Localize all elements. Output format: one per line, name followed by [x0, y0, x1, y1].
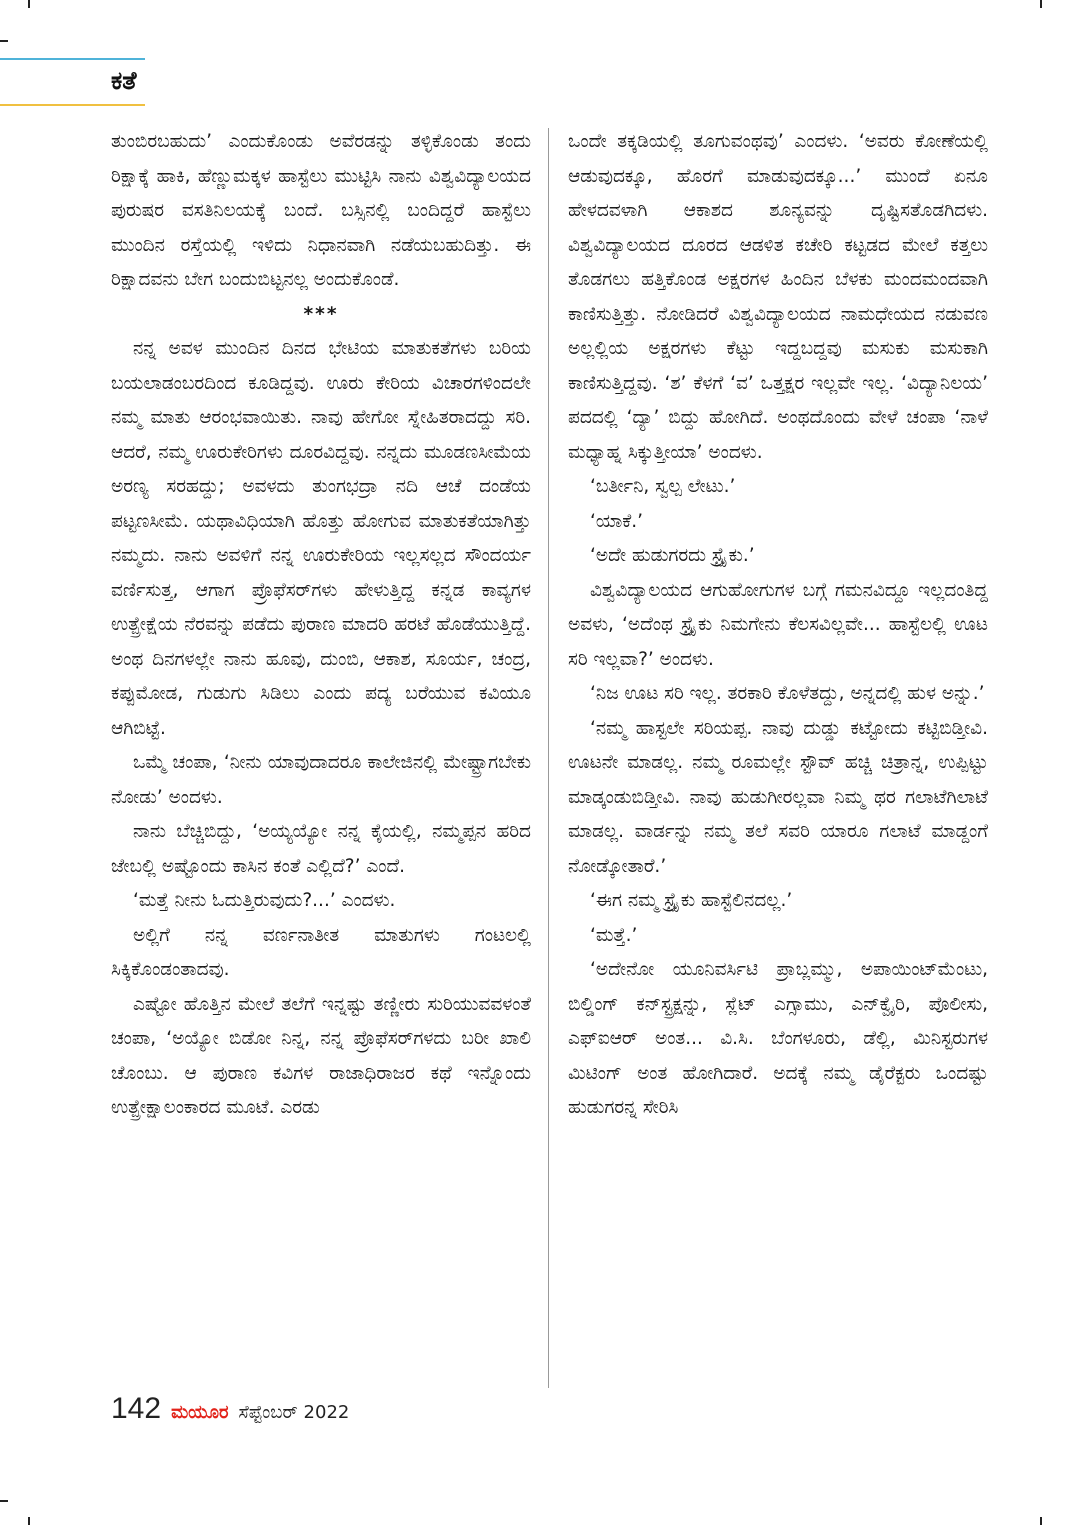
section-rule-top: [0, 58, 145, 60]
paragraph: ಎಷ್ಟೋ ಹೊತ್ತಿನ ಮೇಲೆ ತಲೆಗೆ ಇನ್ನಷ್ಟು ತಣ್ಣೀರು ಸುರಿಯುವವಳಂತೆ ಚಂಪಾ, ‘ಅಯ್ಯೋ ಬಿಡೋ ನಿನ್ನ, ನನ್ನ ಪ್ರೊಫೆಸರ್‌ಗಳದು ಬರೀ ಖಾಲಿ ಚೊಂಬು. ಆ ಪುರಾಣ ಕವಿಗಳ ರಾಜಾಧಿರಾಜರ ಕಥೆ ಇನ್ನೊಂದು ಉತ್ಪ್ರೇಕ್ಷಾಲಂಕಾರದ ಮೂಟೆ. ಎರಡು: [111, 993, 531, 1118]
crop-mark: [28, 0, 30, 8]
column-divider: [548, 128, 549, 1388]
right-column: [568, 125, 988, 1126]
crop-mark: [0, 40, 8, 42]
paragraph: ‘ಯಾಕೆ.’: [590, 510, 644, 532]
paragraph: ಅಲ್ಲಿಗೆ ನನ್ನ ವರ್ಣನಾತೀತ ಮಾತುಗಳು ಗಂಟಲಲ್ಲಿ ಸಿಕ್ಕಿಕೊಂಡಂತಾದವು.: [111, 924, 531, 980]
crop-mark: [1040, 0, 1042, 8]
paragraph: ನಾನು ಬೆಚ್ಚಿಬಿದ್ದು, ‘ಅಯ್ಯಯ್ಯೋ ನನ್ನ ಕೈಯಲ್ಲಿ, ನಮ್ಮಪ್ಪನ ಹರಿದ ಜೇಬಲ್ಲಿ ಅಷ್ಟೊಂದು ಕಾಸಿನ ಕಂತೆ ಎಲ್ಲಿದೆ?’ ಎಂದೆ.: [111, 821, 531, 877]
paragraph: ಒಮ್ಮೆ ಚಂಪಾ, ‘ನೀನು ಯಾವುದಾದರೂ ಕಾಲೇಜಿನಲ್ಲಿ ಮೇಷ್ಟ್ರಾಗಬೇಕು ನೋಡು’ ಅಂದಳು.: [111, 752, 531, 808]
crop-mark: [1040, 1517, 1042, 1525]
page-number: 142: [111, 1392, 162, 1425]
paragraph: ‘ಮತ್ತೆ ನೀನು ಓದುತ್ತಿರುವುದು?...’ ಎಂದಳು.: [133, 890, 396, 911]
issue-date: ಸೆಪ್ಟೆಂಬರ್ 2022: [238, 1402, 350, 1423]
paragraph: ನನ್ನ ಅವಳ ಮುಂದಿನ ದಿನದ ಭೇಟಿಯ ಮಾತುಕತೆಗಳು ಬರಿಯ ಬಯಲಾಡಂಬರದಿಂದ ಕೂಡಿದ್ದವು. ಊರು ಕೇರಿಯ ವಿಚಾರಗಳಿಂದಲೇ ನಮ್ಮ ಮಾತು ಆರಂಭವಾಯಿತು. ನಾವು ಹೇಗೋ ಸ್ನೇಹಿತರಾದದ್ದು ಸರಿ. ಆದರೆ, ನಮ್ಮ ಊರುಕೇರಿಗಳು ದೂರವಿದ್ದವು. ನನ್ನದು ಮೂಡಣಸೀಮೆಯ ಅರಣ್ಯ ಸರಹದ್ದು; ಅವಳದು ತುಂಗಭದ್ರಾ ನದಿ ಆಚೆ ದಂಡೆಯ ಪಟ್ಟಣಸೀಮೆ. ಯಥಾವಿಧಿಯಾಗಿ ಹೊತ್ತು ಹೋಗುವ ಮಾತುಕತೆಯಾಗಿತ್ತು ನಮ್ಮದು. ನಾನು ಅವಳಿಗೆ ನನ್ನ ಊರುಕೇರಿಯ ಇಲ್ಲಸಲ್ಲದ ಸೌಂದರ್ಯ ವರ್ಣಿಸುತ್ತ, ಆಗಾಗ ಪ್ರೊಫೆಸರ್‌ಗಳು ಹೇಳುತ್ತಿದ್ದ ಕನ್ನಡ ಕಾವ್ಯಗಳ ಉತ್ಪ್ರೇಕ್ಷೆಯ ನೆರವನ್ನು ಪಡೆದು ಪುರಾಣ ಮಾದರಿ ಹರಟೆ ಹೊಡೆಯುತ್ತಿದ್ದೆ. ಅಂಥ ದಿನಗಳಲ್ಲೇ ನಾನು ಹೂವು, ದುಂಬಿ, ಆಕಾಶ, ಸೂರ್ಯ, ಚಂದ್ರ, ಕಪ್ಪುಮೋಡ, ಗುಡುಗು ಸಿಡಿಲು ಎಂದು ಪದ್ಯ ಬರೆಯುವ ಕವಿಯೂ ಆಗಿಬಿಟ್ಟೆ.: [111, 338, 531, 739]
paragraph: ‘ನಿಜ ಊಟ ಸರಿ ಇಲ್ಲ. ತರಕಾರಿ ಕೊಳೆತದ್ದು, ಅನ್ನದಲ್ಲಿ ಹುಳ ಅನ್ನು.’: [590, 683, 985, 704]
paragraph: ‘ಈಗ ನಮ್ಮ ಸ್ಟ್ರೈಕು ಹಾಸ್ಟೆಲಿನದಲ್ಲ.’: [590, 890, 793, 911]
section-rule-bottom: [0, 104, 145, 106]
paragraph: ಒಂದೇ ತಕ್ಕಡಿಯಲ್ಲಿ ತೂಗುವಂಥವು’ ಎಂದಳು. ‘ಅವರು ಕೋಣೆಯಲ್ಲಿ ಆಡುವುದಕ್ಕೂ, ಹೊರಗೆ ಮಾಡುವುದಕ್ಕೂ...’ ಮುಂದೆ ಏನೂ ಹೇಳದವಳಾಗಿ ಆಕಾಶದ ಶೂನ್ಯವನ್ನು ದೃಷ್ಟಿಸತೊಡಗಿದಳು. ವಿಶ್ವವಿದ್ಯಾಲಯದ ದೂರದ ಆಡಳಿತ ಕಚೇರಿ ಕಟ್ಟಡದ ಮೇಲೆ ಕತ್ತಲು ತೊಡಗಲು ಹತ್ತಿಕೊಂಡ ಅಕ್ಷರಗಳ ಹಿಂದಿನ ಬೆಳಕು ಮಂದಮಂದವಾಗಿ ಕಾಣಿಸುತ್ತಿತ್ತು. ನೋಡಿದರೆ ವಿಶ್ವವಿದ್ಯಾಲಯದ ನಾಮಧೇಯದ ನಡುವಣ ಅಲ್ಲಲ್ಲಿಯ ಅಕ್ಷರಗಳು ಕೆಟ್ಟು ಇದ್ದಬದ್ದವು ಮಸುಕು ಮಸುಕಾಗಿ ಕಾಣಿಸುತ್ತಿದ್ದವು. ‘ಶ’ ಕೆಳಗೆ ‘ವ’ ಒತ್ತಕ್ಷರ ಇಲ್ಲವೇ ಇಲ್ಲ. ‘ವಿದ್ಯಾನಿಲಯ’ ಪದದಲ್ಲಿ ‘ದ್ಯಾ’ ಬಿದ್ದು ಹೋಗಿದೆ. ಅಂಥದೊಂದು ವೇಳೆ ಚಂಪಾ ‘ನಾಳೆ ಮಧ್ಯಾಹ್ನ ಸಿಕ್ಕುತ್ತೀಯಾ’ ಅಂದಳು.: [568, 131, 988, 463]
paragraph: ವಿಶ್ವವಿದ್ಯಾಲಯದ ಆಗುಹೋಗುಗಳ ಬಗ್ಗೆ ಗಮನವಿದ್ದೂ ಇಲ್ಲದಂತಿದ್ದ ಅವಳು, ‘ಅದೆಂಥ ಸ್ಟ್ರೈಕು ನಿಮಗೇನು ಕೆಲಸವಿಲ್ಲವೇ... ಹಾಸ್ಟೆಲಲ್ಲಿ ಊಟ ಸರಿ ಇಲ್ಲವಾ?’ ಅಂದಳು.: [568, 579, 988, 670]
paragraph: ‘ಅದೇನೋ ಯೂನಿವರ್ಸಿಟಿ ಪ್ರಾಬ್ಲಮ್ಮು, ಅಪಾಯಿಂಟ್‌ಮೆಂಟು, ಬಿಲ್ಡಿಂಗ್ ಕನ್‌ಸ್ಟ್ರಕ್ಷನ್ನು, ಸ್ಲೆಟ್ ಎಗ್ಸಾಮು, ಎನ್‌ಕ್ವೈರಿ, ಪೊಲೀಸು, ಎಫ್‌ಐಆರ್ ಅಂತ... ವಿ.ಸಿ. ಬೆಂಗಳೂರು, ಡೆಲ್ಲಿ, ಮಿನಿಸ್ಟರುಗಳ ಮಿಟಿಂಗ್ ಅಂತ ಹೋಗಿದಾರೆ. ಅದಕ್ಕೆ ನಮ್ಮ ಡೈರೆಕ್ಟರು ಒಂದಷ್ಟು ಹುಡುಗರನ್ನ ಸೇರಿಸಿ: [568, 959, 988, 1118]
paragraph: ‘ಬರ್ತೀನಿ, ಸ್ವಲ್ಪ ಲೇಟು.’: [590, 476, 736, 497]
paragraph: ‘ಮತ್ತೆ.’: [590, 924, 638, 946]
left-column: [111, 125, 531, 1126]
page-footer: [111, 1392, 349, 1426]
crop-mark: [28, 1517, 30, 1525]
paragraph: ‘ನಮ್ಮ ಹಾಸ್ಟಲೇ ಸರಿಯಪ್ಪ. ನಾವು ದುಡ್ಡು ಕಟ್ಟೋದು ಕಟ್ಟಿಬಿಡ್ತೀವಿ. ಊಟನೇ ಮಾಡಲ್ಲ. ನಮ್ಮ ರೂಮಲ್ಲೇ ಸ್ಟೌವ್ ಹಚ್ಚಿ ಚಿತ್ರಾನ್ನ, ಉಪ್ಪಿಟ್ಟು ಮಾಡ್ಕಂಡುಬಿಡ್ತೀವಿ. ನಾವು ಹುಡುಗೀರಲ್ಲವಾ ನಿಮ್ಮ ಥರ ಗಲಾಟೆಗಿಲಾಟೆ ಮಾಡಲ್ಲ. ವಾರ್ಡನ್ನು ನಮ್ಮ ತಲೆ ಸವರಿ ಯಾರೂ ಗಲಾಟೆ ಮಾಡ್ದಂಗೆ ನೋಡ್ಕೋತಾರೆ.’: [568, 717, 988, 877]
crop-mark: [0, 1500, 8, 1502]
magazine-logo: ಮಯೂರ: [171, 1402, 229, 1423]
paragraph: ‘ಅದೇ ಹುಡುಗರದು ಸ್ಟ್ರೈಕು.’: [590, 545, 755, 566]
paragraph: ತುಂಬಿರಬಹುದು’ ಎಂದುಕೊಂಡು ಅವೆರಡನ್ನು ತಳ್ಳಿಕೊಂಡು ತಂದು ರಿಕ್ಷಾಕ್ಕೆ ಹಾಕಿ, ಹೆಣ್ಣುಮಕ್ಕಳ ಹಾಸ್ಟೆಲು ಮುಟ್ಟಿಸಿ ನಾನು ವಿಶ್ವವಿದ್ಯಾಲಯದ ಪುರುಷರ ವಸತಿನಿಲಯಕ್ಕೆ ಬಂದೆ. ಬಸ್ಸಿನಲ್ಲಿ ಬಂದಿದ್ದರೆ ಹಾಸ್ಟೆಲು ಮುಂದಿನ ರಸ್ತೆಯಲ್ಲಿ ಇಳಿದು ನಿಧಾನವಾಗಿ ನಡೆಯಬಹುದಿತ್ತು. ಈ ರಿಕ್ಷಾದವನು ಬೇಗ ಬಂದುಬಿಟ್ಟನಲ್ಲ ಅಂದುಕೊಂಡೆ.: [111, 131, 531, 290]
section-separator: ***: [303, 303, 339, 325]
section-label: ಕತೆ: [111, 66, 137, 95]
